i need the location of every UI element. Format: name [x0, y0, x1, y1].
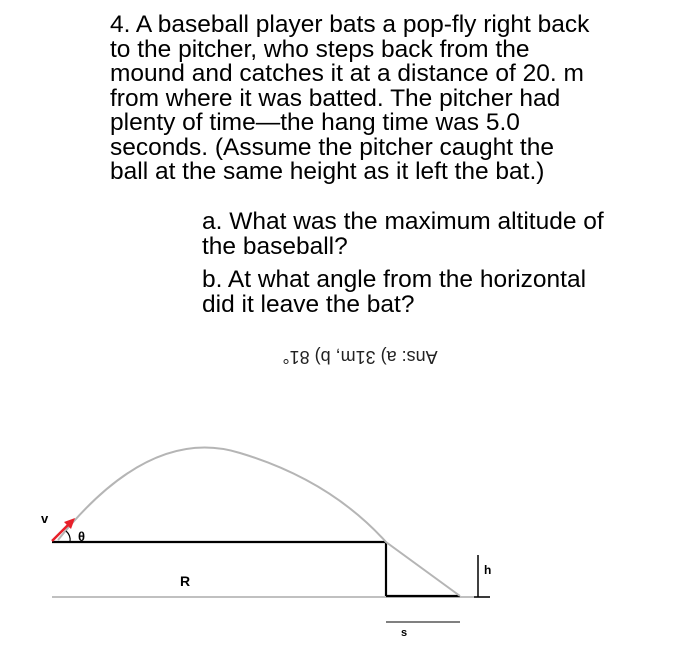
angle-arc — [66, 531, 70, 542]
label-R: R — [180, 573, 191, 589]
label-h: h — [484, 563, 492, 577]
answer-upside-down: Ans: a) 31m, b) 81° — [282, 347, 438, 367]
label-theta: θ — [78, 529, 86, 544]
projectile-diagram — [0, 400, 700, 661]
question-b: b. At what angle from the horizontal did it leave the bat? — [202, 266, 587, 318]
problem-statement — [110, 13, 690, 185]
label-s: s — [401, 627, 408, 639]
trajectory-curve — [58, 448, 460, 596]
problem-number: 4. — [110, 11, 131, 38]
problem-text: A baseball player bats a pop-fly right back to the pitcher, who steps back from the mound and catches it at a distance of 20. m from where it was batted. The pitcher had plenty of time—the hang time was 5.0 seconds. (Assume the pitcher caught the ball at the same height as it left the bat.) — [110, 11, 590, 185]
label-v: v — [41, 511, 49, 526]
question-a: a. What was the maximum altitude of the baseball? — [202, 208, 604, 260]
